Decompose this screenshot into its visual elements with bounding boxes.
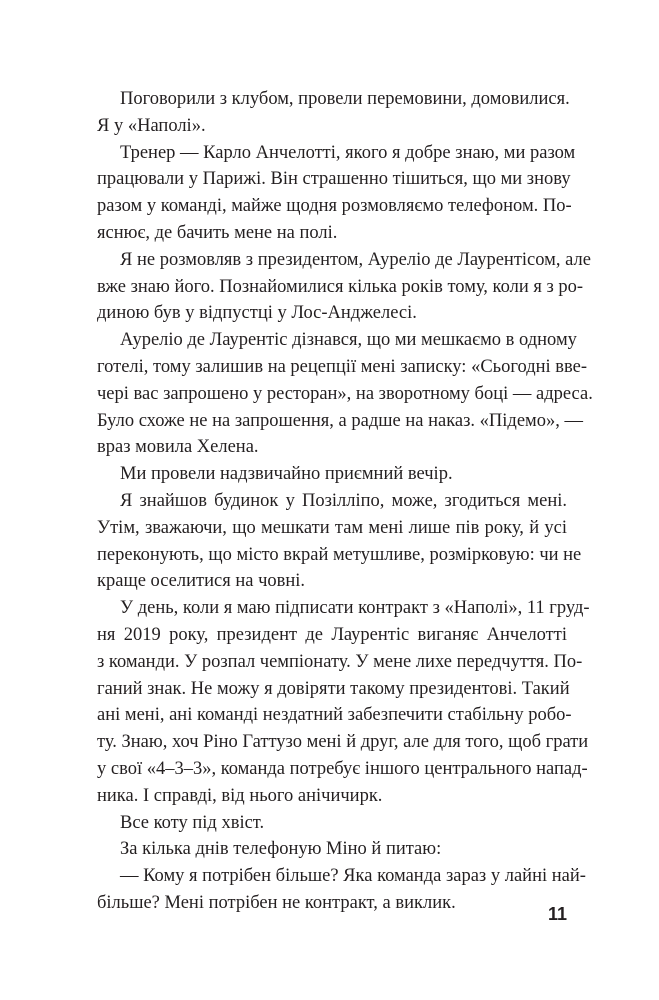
paragraph xyxy=(97,140,576,247)
text-line: диною був у відпустці у Лос-Анджелесі. xyxy=(97,303,417,324)
text-line: ту. Знаю, хоч Ріно Гаттузо мені й друг, але для того, щоб грати xyxy=(97,732,589,753)
text-line: більше? Мені потрібен не контракт, а виклик. xyxy=(97,892,456,913)
text-line: ня 2019 року, президент де Лаурентіс виганяє Анчелотті xyxy=(97,624,567,645)
text-line: працювали у Парижі. Він страшенно тішиться, що ми знову xyxy=(97,169,571,190)
paragraph xyxy=(97,863,586,917)
paragraph xyxy=(97,810,567,837)
text-line: Було схоже не на запрошення, а радше на наказ. «Підемо», — xyxy=(97,410,583,431)
text-line: Я знайшов будинок у Позілліпо, може, згодиться мені. xyxy=(120,490,567,511)
paragraph xyxy=(97,595,590,809)
paragraph xyxy=(97,461,567,488)
text-line: — Кому я потрібен більше? Яка команда зараз у лайні най- xyxy=(120,866,586,887)
text-line: Я не розмовляв з президентом, Ауреліо де Лаурентісом, але xyxy=(120,249,591,270)
paragraph xyxy=(97,488,582,595)
text-line: з команди. У розпал чемпіонату. У мене лихе передчуття. По- xyxy=(97,651,583,672)
text-line: У день, коли я маю підписати контракт з «Наполі», 11 груд- xyxy=(120,598,590,619)
text-line: Все коту під хвіст. xyxy=(120,812,265,833)
text-line: За кілька днів телефоную Міно й питаю: xyxy=(120,839,442,860)
text-line: готелі, тому залишив на рецепції мені записку: «Сьогодні вве- xyxy=(97,356,588,377)
text-line: Тренер — Карло Анчелотті, якого я добре знаю, ми разом xyxy=(120,142,576,163)
text-line: Ми провели надзвичайно приємний вечір. xyxy=(120,464,453,485)
text-line: краще оселитися на човні. xyxy=(97,571,306,592)
text-line: ганий знак. Не можу я довіряти такому президентові. Такий xyxy=(97,678,570,699)
paragraph xyxy=(97,86,570,140)
paragraph xyxy=(97,247,591,327)
text-line: вже знаю його. Познайомилися кілька років тому, коли я з ро- xyxy=(97,276,584,297)
text-line: яснює, де бачить мене на полі. xyxy=(97,222,338,243)
text-line: Я у «Наполі». xyxy=(97,115,206,136)
text-line: Поговорили з клубом, провели перемовини, домовилися. xyxy=(120,89,570,109)
text-line: у свої «4–3–3», команда потребує іншого центрального напад- xyxy=(97,758,588,779)
text-line: переконують, що місто вкрай метушливе, розмірковую: чи не xyxy=(97,544,582,565)
text-line: ника. І справді, від нього анічичирк. xyxy=(97,785,383,806)
paragraph xyxy=(97,327,593,461)
page-number: 11 xyxy=(547,904,567,924)
text-line: Ауреліо де Лаурентіс дізнався, що ми мешкаємо в одному xyxy=(120,330,577,351)
text-line: враз мовила Хелена. xyxy=(97,437,259,458)
body-text xyxy=(97,86,593,917)
text-line: Утім, зважаючи, що мешкати там мені лише пів року, й усі xyxy=(97,517,567,538)
paragraph xyxy=(97,836,567,863)
text-line: ані мені, ані команді нездатний забезпечити стабільну робо- xyxy=(97,705,572,726)
text-line: разом у команді, майже щодня розмовляємо телефоном. По- xyxy=(97,196,572,217)
text-line: чері вас запрошено у ресторан», на зворотному боці — адреса. xyxy=(97,383,593,404)
